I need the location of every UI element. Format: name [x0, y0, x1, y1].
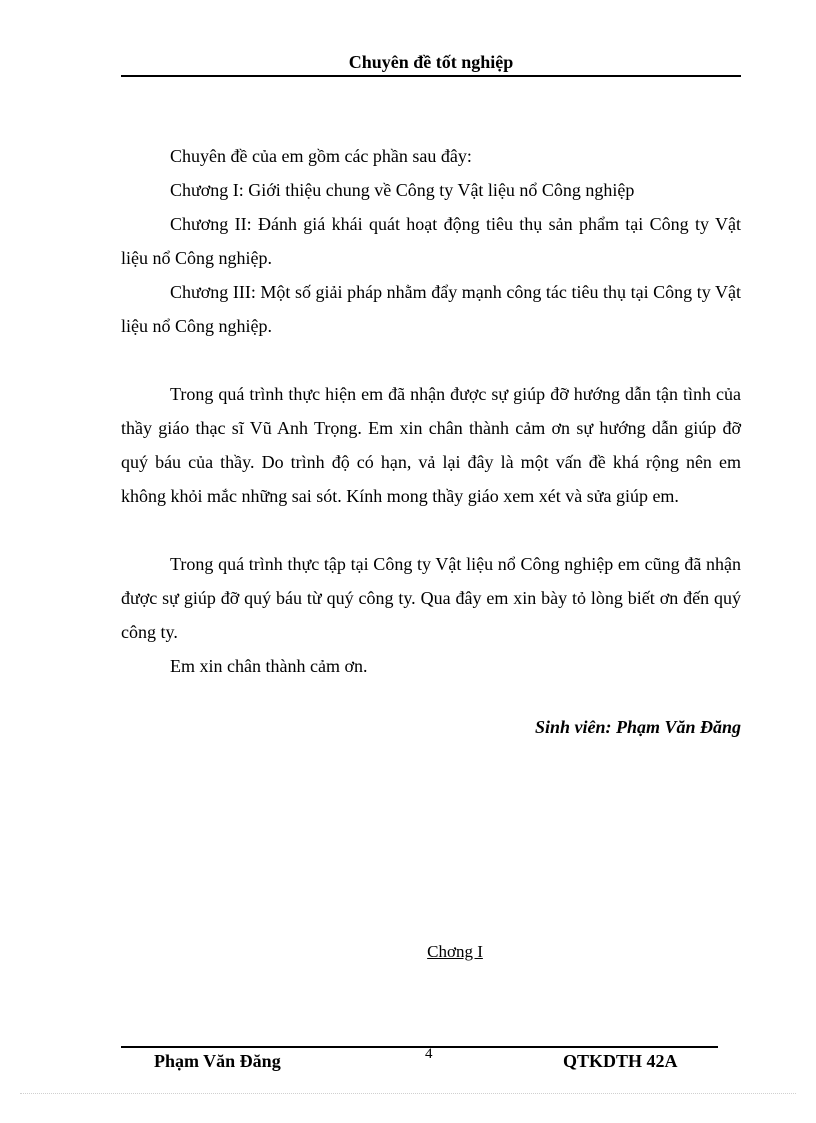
chapter-1-line: Chương I: Giới thiệu chung về Công ty Vật liệu nổ Công nghiệp: [170, 180, 635, 200]
page-header-title: Chuyên đề tốt nghiệp: [348, 52, 514, 72]
paragraph-acknowledgement-company: Trong quá trình thực tập tại Công ty Vật liệu nổ Công nghiệp em cũng đã nhận được sự giúp đỡ quý báu từ quý công ty. Qua đây em xin bày tỏ lòng biết ơn đến quý công ty.: [121, 554, 741, 642]
intro-line: Chuyên đề của em gồm các phần sau đây:: [170, 146, 472, 166]
signature: Sinh viên: Phạm Văn Đăng: [534, 717, 741, 737]
page-number: 4: [425, 1046, 433, 1062]
document-body: [121, 139, 741, 683]
chapter-heading: Chơng I: [427, 942, 483, 961]
paragraph-acknowledgement-teacher: Trong quá trình thực hiện em đã nhận được sự giúp đỡ hướng dẫn tận tình của thầy giáo thạc sĩ Vũ Anh Trọng. Em xin chân thành cảm ơn sự hướng dẫn giúp đỡ quý báu của thầy. Do trình độ có hạn, vả lại đây là một vấn đề khá rộng nên em không khỏi mắc những sai sót. Kính mong thầy giáo xem xét và sửa giúp em.: [121, 384, 741, 506]
header-rule: [121, 75, 741, 77]
chapter-3-line: Chương III: Một số giải pháp nhằm đẩy mạnh công tác tiêu thụ tại Công ty Vật liệu nổ Công nghiệp.: [121, 282, 741, 336]
footer-rule: [121, 1046, 718, 1048]
footer-class: QTKDTH 42A: [563, 1051, 678, 1071]
chapter-2-line: Chương II: Đánh giá khái quát hoạt động tiêu thụ sản phẩm tại Công ty Vật liệu nổ Công nghiệp.: [121, 214, 741, 268]
footer-author: Phạm Văn Đăng: [154, 1051, 281, 1071]
thanks-line: Em xin chân thành cảm ơn.: [170, 656, 368, 676]
page-border-dots: [20, 1093, 796, 1094]
